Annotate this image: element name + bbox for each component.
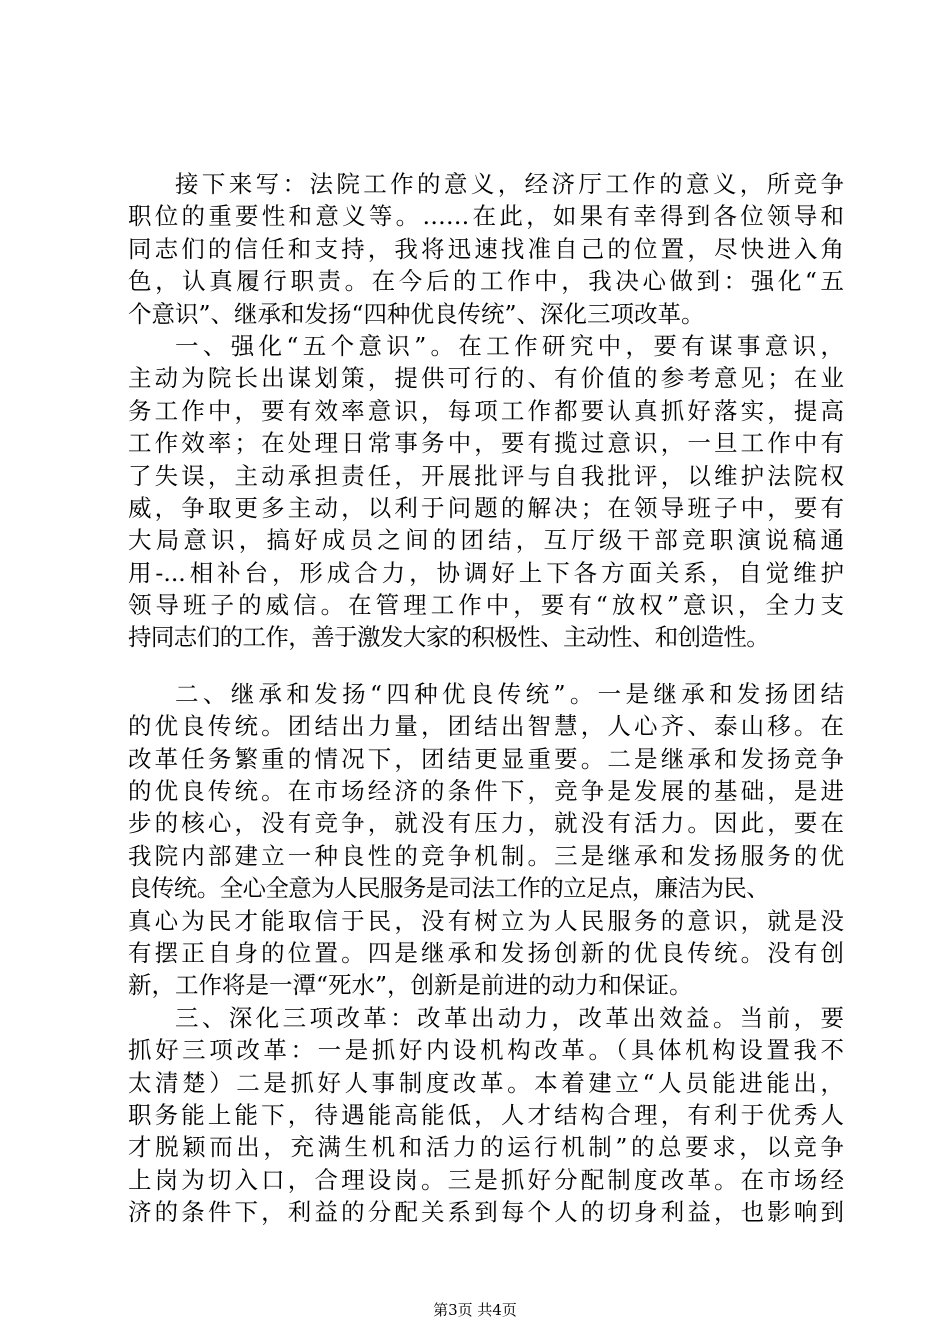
text-line: 领导班子的威信。在管理工作中，要有“放权”意识，全力支 xyxy=(128,591,844,620)
text-line: 太清楚）二是抓好人事制度改革。本着建立“人员能进能出， xyxy=(128,1068,844,1097)
text-line: 个意识”、继承和发扬“四种优良传统”、深化三项改革。 xyxy=(128,299,705,328)
text-line: 有摆正自身的位置。四是继承和发扬创新的优良传统。没有创 xyxy=(128,938,844,967)
document-body xyxy=(128,168,844,1229)
text-line: 一、强化“五个意识”。在工作研究中，要有谋事意识， xyxy=(175,331,844,360)
paragraph-3 xyxy=(128,678,844,1002)
text-line: 的优良传统。在市场经济的条件下，竞争是发展的基础，是进 xyxy=(128,777,844,806)
text-line: 了失误，主动承担责任，开展批评与自我批评，以维护法院权 xyxy=(128,461,844,490)
text-line: 济的条件下，利益的分配关系到每个人的切身利益，也影响到 xyxy=(128,1198,844,1227)
text-line: 接下来写：法院工作的意义，经济厅工作的意义，所竞争 xyxy=(175,170,844,198)
text-line: 职位的重要性和意义等。……在此，如果有幸得到各位领导和 xyxy=(128,202,844,231)
text-line: 用-...相补台，形成合力，协调好上下各方面关系，自觉维护 xyxy=(128,558,844,587)
text-line: 三、深化三项改革：改革出动力，改革出效益。当前，要 xyxy=(175,1003,844,1032)
text-line: 我院内部建立一种良性的竞争机制。三是继承和发扬服务的优 xyxy=(128,841,844,870)
text-line: 步的核心，没有竞争，就没有压力，就没有活力。因此，要在 xyxy=(128,809,844,838)
text-line: 抓好三项改革：一是抓好内设机构改革。（具体机构设置我不 xyxy=(128,1036,844,1065)
text-line: 威，争取更多主动，以利于问题的解决；在领导班子中，要有 xyxy=(128,493,844,522)
text-line: 才脱颖而出，充满生机和活力的运行机制”的总要求，以竞争 xyxy=(128,1133,844,1162)
paragraph-2 xyxy=(128,330,844,654)
text-line: 持同志们的工作，善于激发大家的积极性、主动性、和创造性。 xyxy=(128,623,770,652)
text-line: 的优良传统。团结出力量，团结出智慧，人心齐、泰山移。在 xyxy=(128,712,844,741)
text-line: 新，工作将是一潭“死水”，创新是前进的动力和保证。 xyxy=(128,971,693,1000)
text-line: 职务能上能下，待遇能高能低，人才结构合理，有利于优秀人 xyxy=(128,1100,844,1129)
text-line: 改革任务繁重的情况下，团结更显重要。二是继承和发扬竞争 xyxy=(128,744,844,773)
paragraph-4 xyxy=(128,1002,844,1229)
text-line: 色，认真履行职责。在今后的工作中，我决心做到：强化“五 xyxy=(128,267,844,296)
text-line: 务工作中，要有效率意识，每项工作都要认真抓好落实，提高 xyxy=(128,396,844,425)
text-line: 大局意识，搞好成员之间的团结，互厅级干部竞职演说稿通 xyxy=(128,526,844,555)
text-line: 二、继承和发扬“四种优良传统”。一是继承和发扬团结 xyxy=(175,679,844,708)
text-line: 真心为民才能取信于民，没有树立为人民服务的意识，就是没 xyxy=(128,906,844,935)
text-line: 同志们的信任和支持，我将迅速找准自己的位置，尽快进入角 xyxy=(128,234,844,263)
paragraph-1 xyxy=(128,168,844,330)
paragraph-spacer xyxy=(128,654,844,678)
text-line: 工作效率；在处理日常事务中，要有揽过意识，一旦工作中有 xyxy=(128,429,844,458)
page-footer xyxy=(0,1300,950,1320)
text-line: 主动为院长出谋划策，提供可行的、有价值的参考意见；在业 xyxy=(128,364,844,393)
page-number: 第3页 共4页 xyxy=(433,1301,517,1319)
text-line: 良传统。全心全意为人民服务是司法工作的立足点，廉洁为民、 xyxy=(128,874,770,903)
text-line: 上岗为切入口，合理设岗。三是抓好分配制度改革。在市场经 xyxy=(128,1165,844,1194)
